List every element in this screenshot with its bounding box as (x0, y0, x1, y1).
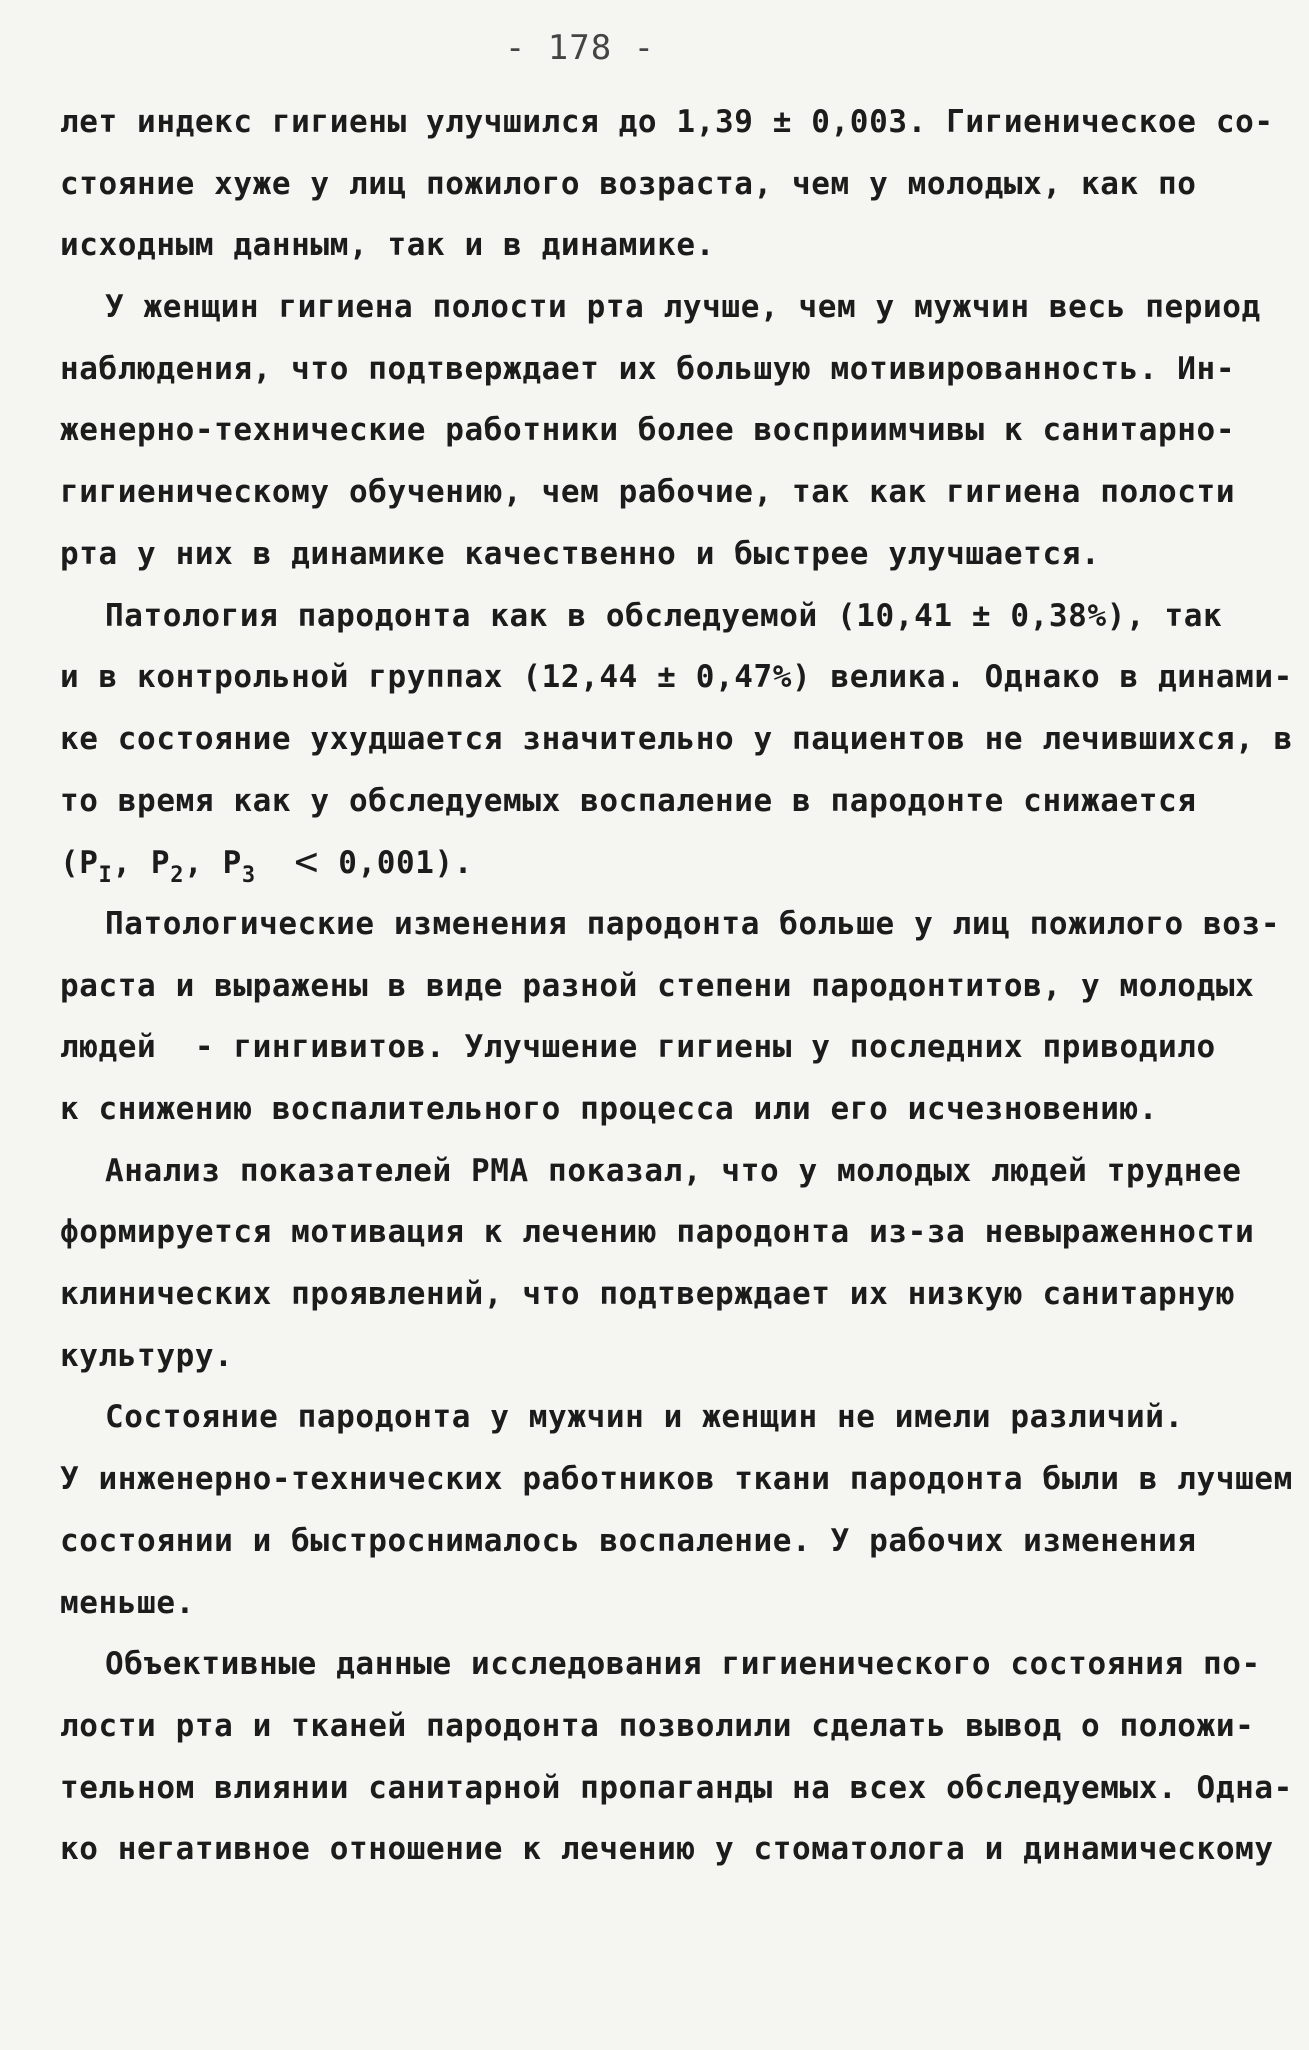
paragraph-start-line: Патологические изменения пародонта больше у лиц пожилого воз- (105, 905, 1281, 942)
paragraph-start-line: Патология пародонта как в обследуемой (10,41 ± 0,38%), так (105, 597, 1223, 634)
text-line: исходным данным, так и в динамике. (60, 227, 715, 264)
paragraph-start-line: У женщин гигиена полости рта лучше, чем у мужчин весь период (105, 289, 1261, 326)
formula-sub1: I (98, 863, 113, 889)
less-than-sign: < (294, 839, 319, 886)
formula-sub3: 3 (241, 863, 256, 889)
text-line: стояние хуже у лиц пожилого возраста, чем у молодых, как по (60, 165, 1197, 202)
text-line: У инженерно-технических работников ткани пародонта были в лучшем (60, 1461, 1293, 1498)
formula-sub2: 2 (170, 863, 185, 889)
text-line: раста и выражены в виде разной степени пародонтитов, у молодых (60, 967, 1255, 1004)
text-line: формируется мотивация к лечению пародонта из-за невыраженности (60, 1214, 1255, 1251)
page-number: - 178 - (504, 28, 656, 68)
formula-p3: P (222, 845, 242, 882)
paragraph-start-line: Объективные данные исследования гигиенического состояния по- (105, 1646, 1261, 1683)
text-line: тельном влиянии санитарной пропаганды на всех обследуемых. Одна- (60, 1769, 1293, 1806)
formula-p1: P (79, 845, 99, 882)
text-line: женерно-технические работники более восприимчивы к санитарно- (60, 412, 1236, 449)
formula-line: ($P_I$, $P_2$, $P_3 < 0,001$). (60, 839, 474, 889)
text-line: меньше. (60, 1584, 195, 1621)
text-line: ке состояние ухудшается значительно у пациентов не лечившихся, в (60, 720, 1293, 757)
text-line: лет индекс гигиены улучшился до 1,39 ± 0,003. Гигиеническое со- (60, 104, 1274, 140)
text-line: лости рта и тканей пародонта позволили сделать вывод о положи- (60, 1707, 1255, 1744)
text-line: рта у них в динамике качественно и быстрее улучшается. (60, 535, 1101, 572)
formula-p2: P (150, 845, 171, 882)
text-line: людей - гингивитов. Улучшение гигиены у последних приводило (60, 1029, 1216, 1066)
formula-value: 0,001 (338, 845, 435, 882)
text-line: гигиеническому обучению, чем рабочие, так как гигиена полости (60, 474, 1236, 511)
text-line: культуру. (60, 1337, 234, 1374)
text-line: состоянии и быстроснималось воспаление. У рабочих изменения (60, 1522, 1197, 1559)
body-text (60, 92, 1293, 1881)
paragraph-start-line: Анализ показателей РМА показал, что у молодых людей труднее (105, 1152, 1242, 1189)
text-line: наблюдения, что подтверждает их большую мотивированность. Ин- (60, 350, 1236, 387)
text-line: и в контрольной группах (12,44 ± 0,47%) велика. Однако в динами- (60, 659, 1293, 696)
text-line: ко негативное отношение к лечению у стоматолога и динамическому (60, 1831, 1274, 1868)
paragraph-start-line: Состояние пародонта у мужчин и женщин не имели различий. (105, 1399, 1184, 1436)
text-line: к снижению воспалительного процесса или его исчезновению. (60, 1091, 1159, 1127)
text-line: клинических проявлений, что подтверждает их низкую санитарную (60, 1276, 1236, 1313)
text-line: то время как у обследуемых воспаление в пародонте снижается (60, 782, 1197, 819)
